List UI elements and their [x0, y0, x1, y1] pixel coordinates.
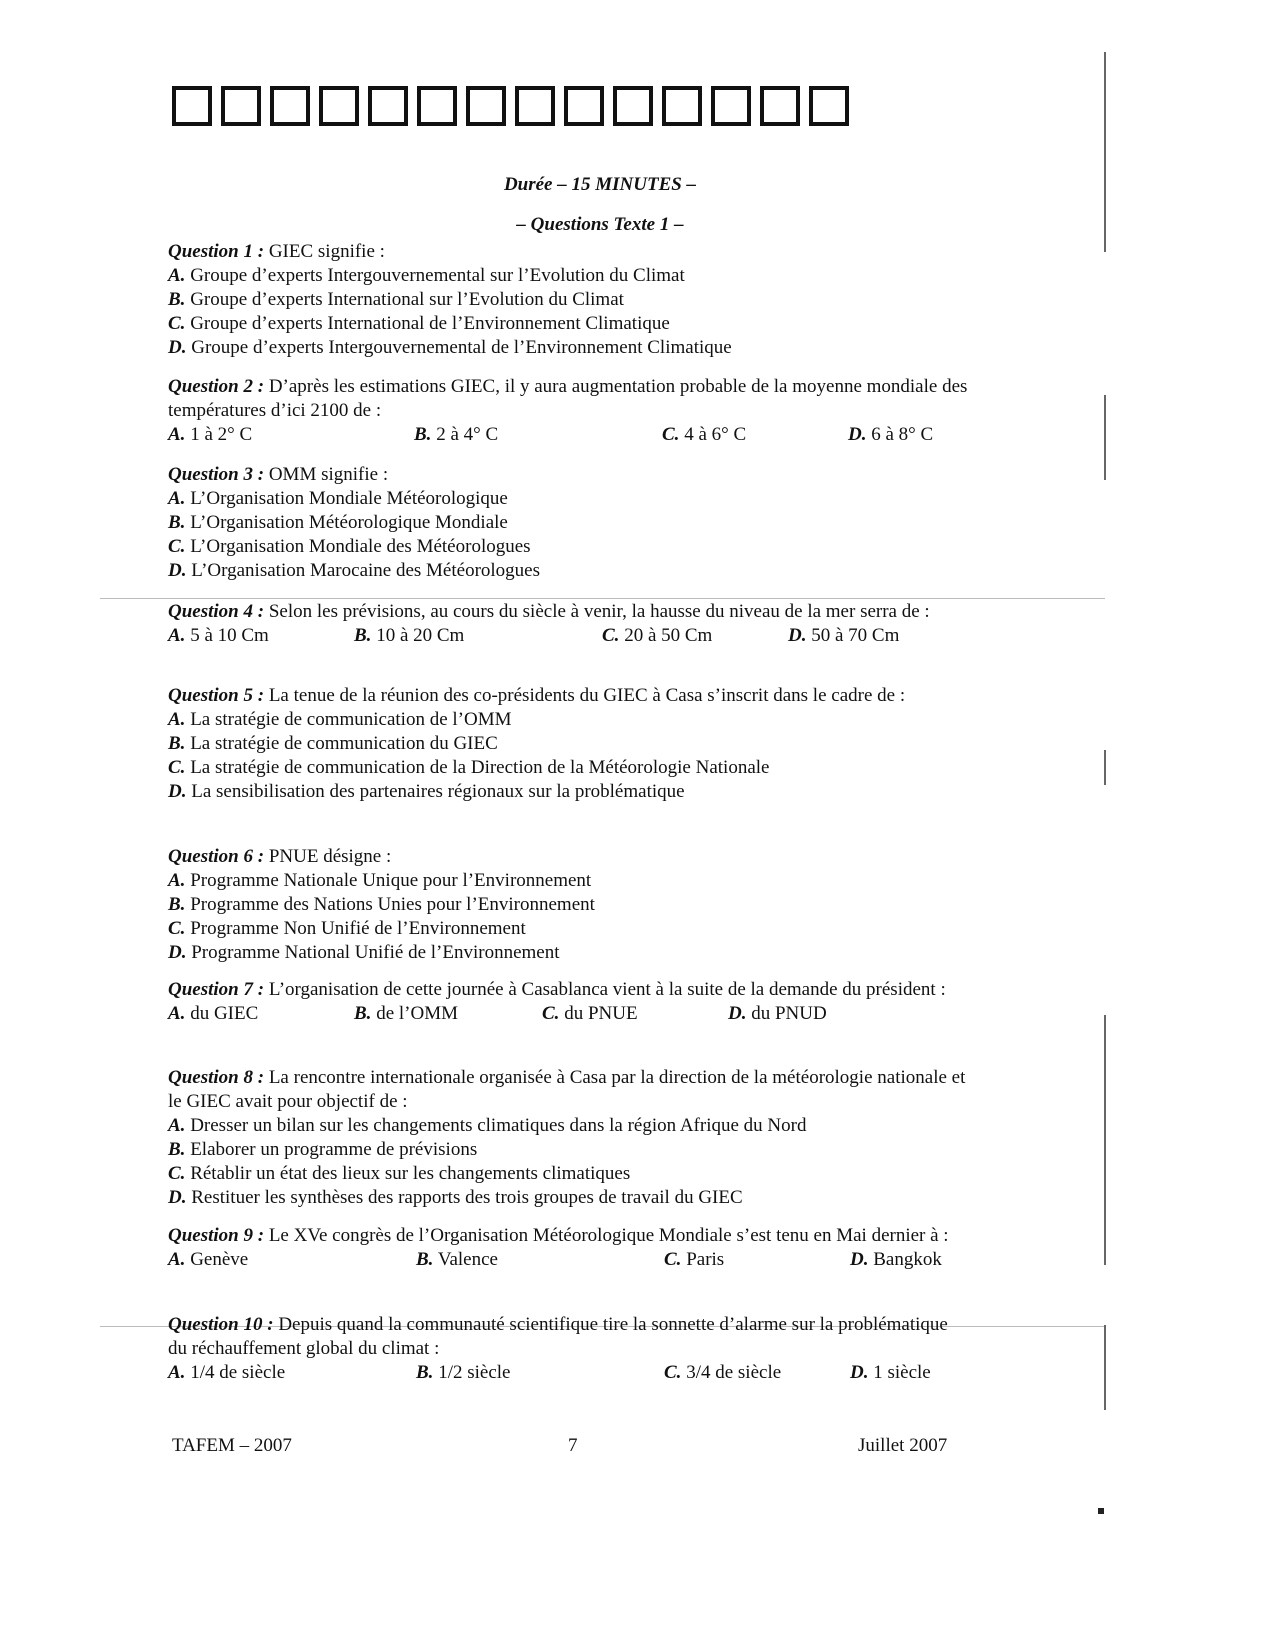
- question-4: [168, 600, 968, 648]
- code-box: [809, 86, 849, 126]
- question-label: Question 1 :: [168, 241, 265, 262]
- question-text: Le XVe congrès de l’Organisation Météorologique Mondiale s’est tenu en Mai dernier à :: [268, 1225, 949, 1246]
- question-text: Selon les prévisions, au cours du siècle à venir, la hausse du niveau de la mer serra de :: [268, 601, 930, 622]
- option-d: D. Groupe d’experts Intergouvernemental de l’Environnement Climatique: [168, 337, 732, 358]
- option-a: A. 1/4 de siècle: [168, 1362, 286, 1383]
- question-8: [168, 1066, 968, 1210]
- option-c: C. du PNUE: [542, 1003, 638, 1024]
- option-b: B. 1/2 siècle: [416, 1362, 511, 1383]
- question-label: Question 6 :: [168, 846, 265, 867]
- option-c: C. Programme Non Unifié de l’Environnement: [168, 918, 526, 939]
- option-b: B. Groupe d’experts International sur l’Evolution du Climat: [168, 289, 624, 310]
- section-heading: – Questions Texte 1 –: [516, 214, 684, 235]
- question-label: Question 4 :: [168, 601, 265, 622]
- code-box: [172, 86, 212, 126]
- question-text: Depuis quand la communauté scientifique tire la sonnette d’alarme sur la problématique du réchauffement global du climat :: [168, 1314, 948, 1359]
- option-d: D. Restituer les synthèses des rapports des trois groupes de travail du GIEC: [168, 1187, 743, 1208]
- question-text: L’organisation de cette journée à Casablanca vient à la suite de la demande du président :: [268, 979, 946, 1000]
- option-d: D. La sensibilisation des partenaires régionaux sur la problématique: [168, 781, 685, 802]
- question-text: GIEC signifie :: [268, 241, 385, 262]
- question-3: [168, 463, 968, 583]
- code-box: [662, 86, 702, 126]
- option-d: D. Bangkok: [850, 1249, 942, 1270]
- option-a: A. Dresser un bilan sur les changements climatiques dans la région Afrique du Nord: [168, 1115, 807, 1136]
- option-b: B. La stratégie de communication du GIEC: [168, 733, 498, 754]
- code-box: [319, 86, 359, 126]
- code-box: [515, 86, 555, 126]
- page-number: 7: [568, 1435, 578, 1456]
- option-c: C. Paris: [664, 1249, 725, 1270]
- option-row: [168, 423, 968, 447]
- option-a: A. 5 à 10 Cm: [168, 625, 269, 646]
- code-box: [711, 86, 751, 126]
- option-d: D. 6 à 8° C: [848, 424, 934, 445]
- option-a: A. La stratégie de communication de l’OMM: [168, 709, 512, 730]
- scan-margin-line: [1104, 1015, 1106, 1265]
- code-box: [466, 86, 506, 126]
- question-text: PNUE désigne :: [268, 846, 392, 867]
- question-5: [168, 684, 968, 804]
- code-box: [613, 86, 653, 126]
- option-a: A. Genève: [168, 1249, 249, 1270]
- question-1: [168, 240, 968, 360]
- code-box: [760, 86, 800, 126]
- question-text: D’après les estimations GIEC, il y aura augmentation probable de la moyenne mondiale des températures d’ici 2100 de :: [168, 376, 968, 421]
- footer-right: Juillet 2007: [858, 1435, 948, 1456]
- option-a: A. Groupe d’experts Intergouvernemental sur l’Evolution du Climat: [168, 265, 685, 286]
- question-10: [168, 1313, 968, 1385]
- option-b: B. 10 à 20 Cm: [354, 625, 465, 646]
- option-c: C. 4 à 6° C: [662, 424, 747, 445]
- option-b: B. L’Organisation Météorologique Mondiale: [168, 512, 508, 533]
- question-text: La rencontre internationale organisée à Casa par la direction de la météorologie nationale et le GIEC avait pour objectif de :: [168, 1067, 966, 1112]
- question-label: Question 5 :: [168, 685, 265, 706]
- option-d: D. L’Organisation Marocaine des Météorologues: [168, 560, 541, 581]
- option-c: C. Groupe d’experts International de l’Environnement Climatique: [168, 313, 670, 334]
- scan-margin-line: [1104, 395, 1106, 480]
- option-a: A. 1 à 2° C: [168, 424, 253, 445]
- option-row: [168, 1248, 968, 1272]
- scan-rule: [100, 598, 1105, 599]
- footer-left: TAFEM – 2007: [172, 1435, 292, 1456]
- question-text: OMM signifie :: [268, 464, 389, 485]
- question-label: Question 10 :: [168, 1314, 274, 1335]
- option-d: D. 50 à 70 Cm: [788, 625, 900, 646]
- option-c: C. 20 à 50 Cm: [602, 625, 713, 646]
- question-label: Question 7 :: [168, 979, 265, 1000]
- answer-code-boxes: [172, 86, 849, 126]
- question-label: Question 2 :: [168, 376, 265, 397]
- code-box: [221, 86, 261, 126]
- option-a: A. L’Organisation Mondiale Météorologique: [168, 488, 508, 509]
- option-b: B. Elaborer un programme de prévisions: [168, 1139, 478, 1160]
- question-label: Question 9 :: [168, 1225, 265, 1246]
- option-b: B. 2 à 4° C: [414, 424, 499, 445]
- option-c: C. L’Organisation Mondiale des Météorologues: [168, 536, 531, 557]
- option-row: [168, 624, 968, 648]
- duration-heading: Durée – 15 MINUTES –: [503, 174, 697, 195]
- scan-margin-line: [1104, 1325, 1106, 1410]
- scan-margin-line: [1104, 52, 1106, 252]
- option-c: C. Rétablir un état des lieux sur les changements climatiques: [168, 1163, 631, 1184]
- option-d: D. du PNUD: [728, 1003, 827, 1024]
- option-b: B. Valence: [416, 1249, 498, 1270]
- option-b: B. Programme des Nations Unies pour l’Environnement: [168, 894, 595, 915]
- code-box: [270, 86, 310, 126]
- option-a: A. Programme Nationale Unique pour l’Environnement: [168, 870, 592, 891]
- code-box: [564, 86, 604, 126]
- option-c: C. 3/4 de siècle: [664, 1362, 782, 1383]
- question-6: [168, 845, 968, 965]
- scan-margin-line: [1104, 750, 1106, 785]
- option-d: D. 1 siècle: [850, 1362, 931, 1383]
- question-7: [168, 978, 968, 1026]
- question-label: Question 3 :: [168, 464, 265, 485]
- option-row: [168, 1361, 968, 1385]
- code-box: [417, 86, 457, 126]
- option-c: C. La stratégie de communication de la Direction de la Météorologie Nationale: [168, 757, 770, 778]
- option-d: D. Programme National Unifié de l’Environnement: [168, 942, 560, 963]
- question-2: [168, 375, 968, 447]
- option-row: [168, 1002, 968, 1026]
- question-9: [168, 1224, 968, 1272]
- question-text: La tenue de la réunion des co-présidents du GIEC à Casa s’inscrit dans le cadre de :: [268, 685, 906, 706]
- scan-speck: [1098, 1508, 1104, 1514]
- code-box: [368, 86, 408, 126]
- option-a: A. du GIEC: [168, 1003, 259, 1024]
- question-label: Question 8 :: [168, 1067, 265, 1088]
- option-b: B. de l’OMM: [354, 1003, 458, 1024]
